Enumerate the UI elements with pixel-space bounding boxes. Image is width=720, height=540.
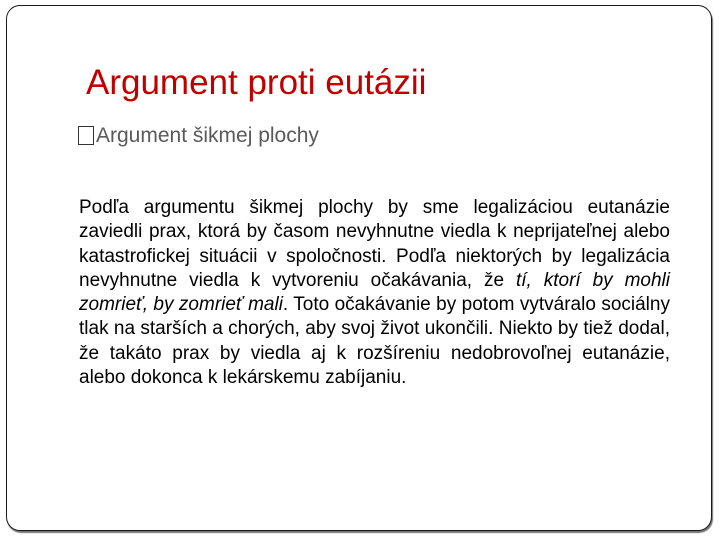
- body-text-part-1: Podľa argumentu šikmej plochy by sme legalizáciou eutanázie zaviedli prax, ktorá by časom nevyhnutne viedla k neprijateľnej alebo katastrofickej situácii v spoločnosti. Podľa niektorých by legalizácia nevyhnutne viedla k vytvoreniu očakávania, že: [79, 197, 670, 291]
- body-text-italic: tí, ktorí by mohli zomrieť, by zomrieť mali: [79, 269, 670, 316]
- bullet-item: [78, 123, 319, 148]
- bullet-label: Argument šikmej plochy: [96, 124, 319, 147]
- body-text-part-3: . Toto očakávanie by potom vytváralo sociálny tlak na starších a chorých, aby svoj život ukončili. Niekto by tiež dodal, že takáto prax by viedla aj k rozšíreniu nedobrovoľnej eutanázie, alebo dokonca k lekárskemu zabíjaniu.: [79, 294, 670, 389]
- body-paragraph: [79, 196, 670, 390]
- slide-title: Argument proti eutázii: [86, 63, 427, 102]
- slide-frame: [6, 5, 712, 531]
- missing-glyph-box-icon: [78, 126, 94, 145]
